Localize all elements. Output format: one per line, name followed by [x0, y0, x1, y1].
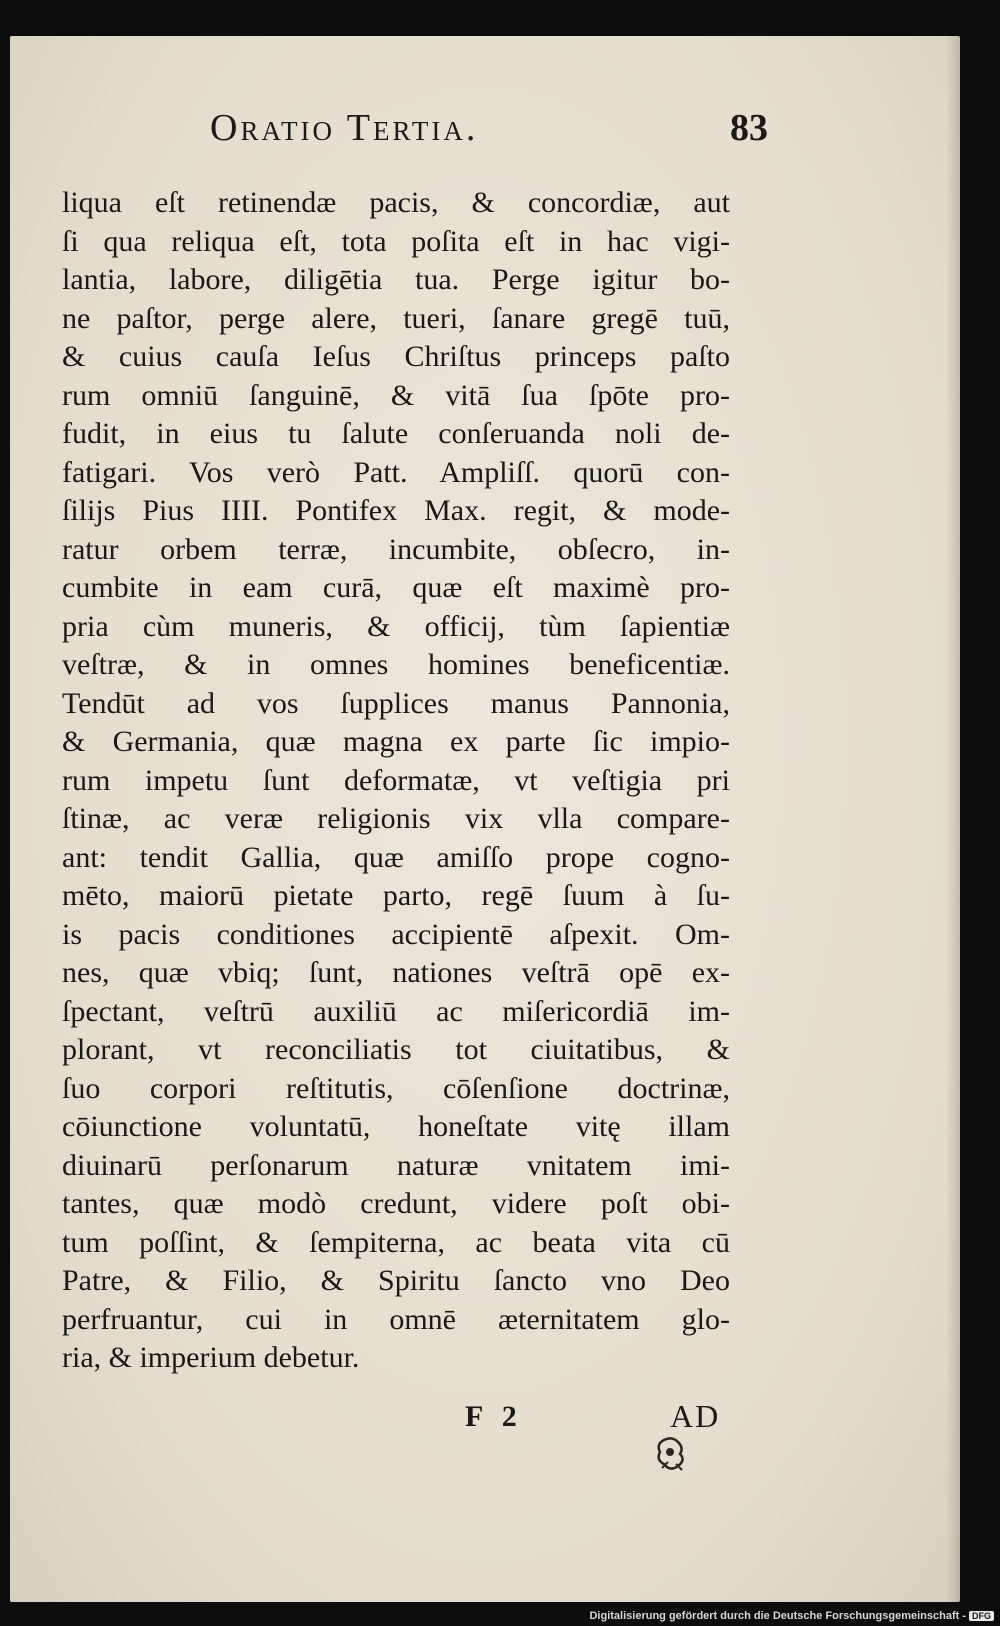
- text-line: ſuo corpori reſtitutis, cōſenſione doctrinæ,: [62, 1071, 730, 1105]
- body-text: [62, 184, 730, 1378]
- text-line: ne paſtor, perge alere, tueri, ſanare gregē tuū,: [62, 301, 730, 335]
- text-line: perfruantur, cui in omnē æternitatem glo-: [62, 1302, 730, 1336]
- text-line: is pacis conditiones accipientē aſpexit. Om-: [62, 917, 730, 951]
- text-line: Tendūt ad vos ſupplices manus Pannonia,: [62, 686, 730, 720]
- page-edge-shadow: [946, 36, 960, 1602]
- catchword: AD: [670, 1398, 721, 1434]
- dfg-logo: DFG: [969, 1611, 994, 1621]
- text-line: ſtinæ, ac veræ religionis vix vlla compare-: [62, 802, 730, 835]
- running-head: [10, 106, 960, 166]
- text-line: fatigari. Vos verò Patt. Ampliſſ. quorū con-: [62, 455, 730, 489]
- text-line: rum impetu ſunt deformatæ, vt veſtigia pri: [62, 763, 730, 797]
- text-line: tum poſſint, & ſempiterna, ac beata vita cū: [62, 1225, 730, 1259]
- page-title: Oratio Tertia.: [210, 107, 479, 149]
- text-line: ant: tendit Gallia, quæ amiſſo prope cogno-: [62, 840, 730, 874]
- page-number: 83: [730, 107, 768, 149]
- text-line: cōiunctione voluntatū, honeſtate vitę illam: [62, 1110, 730, 1143]
- text-line: tantes, quæ modò credunt, videre poſt obi-: [62, 1187, 730, 1220]
- text-line: pria cùm muneris, & officij, tùm ſapientiæ: [62, 609, 730, 643]
- credit-text: Digitalisierung gefördert durch die Deutsche Forschungsgemeinschaft -: [589, 1610, 966, 1622]
- text-line: nes, quæ vbiq; ſunt, nationes veſtrā opē ex-: [62, 956, 730, 989]
- text-line: liqua eſt retinendæ pacis, & concordiæ, aut: [62, 186, 730, 219]
- text-line: & cuius cauſa Ieſus Chriſtus princeps paſto: [62, 340, 730, 373]
- text-line: cumbite in eam curā, quæ eſt maximè pro-: [62, 571, 730, 604]
- text-line: plorant, vt reconciliatis tot ciuitatibus, &: [62, 1033, 730, 1066]
- text-line: lantia, labore, diligētia tua. Perge igitur bo-: [62, 263, 730, 296]
- digitization-credit: [589, 1610, 994, 1622]
- text-line: diuinarū perſonarum naturæ vnitatem imi-: [62, 1148, 730, 1182]
- library-stamp-icon: [650, 1434, 694, 1474]
- text-line: ſi qua reliqua eſt, tota poſita eſt in hac vigi-: [62, 224, 730, 258]
- signature-mark: F 2: [465, 1400, 523, 1433]
- text-line: veſtræ, & in omnes homines beneficentiæ.: [62, 648, 730, 681]
- text-line: & Germania, quæ magna ex parte ſic impio-: [62, 725, 730, 758]
- book-page: [10, 36, 960, 1602]
- text-line: ria, & imperium debetur.: [62, 1341, 360, 1374]
- text-line: ſilijs Pius IIII. Pontifex Max. regit, & mode-: [62, 494, 730, 527]
- text-line: mēto, maiorū pietate parto, regē ſuum à ſu-: [62, 879, 730, 912]
- text-line: ratur orbem terræ, incumbite, obſecro, in-: [62, 532, 730, 566]
- text-line: ſpectant, veſtrū auxiliū ac miſericordiā im-: [62, 994, 730, 1028]
- text-line: fudit, in eius tu ſalute conſeruanda noli de-: [62, 417, 730, 450]
- text-line: rum omniū ſanguinē, & vitā ſua ſpōte pro-: [62, 378, 730, 412]
- text-line: Patre, & Filio, & Spiritu ſancto vno Deo: [62, 1264, 730, 1297]
